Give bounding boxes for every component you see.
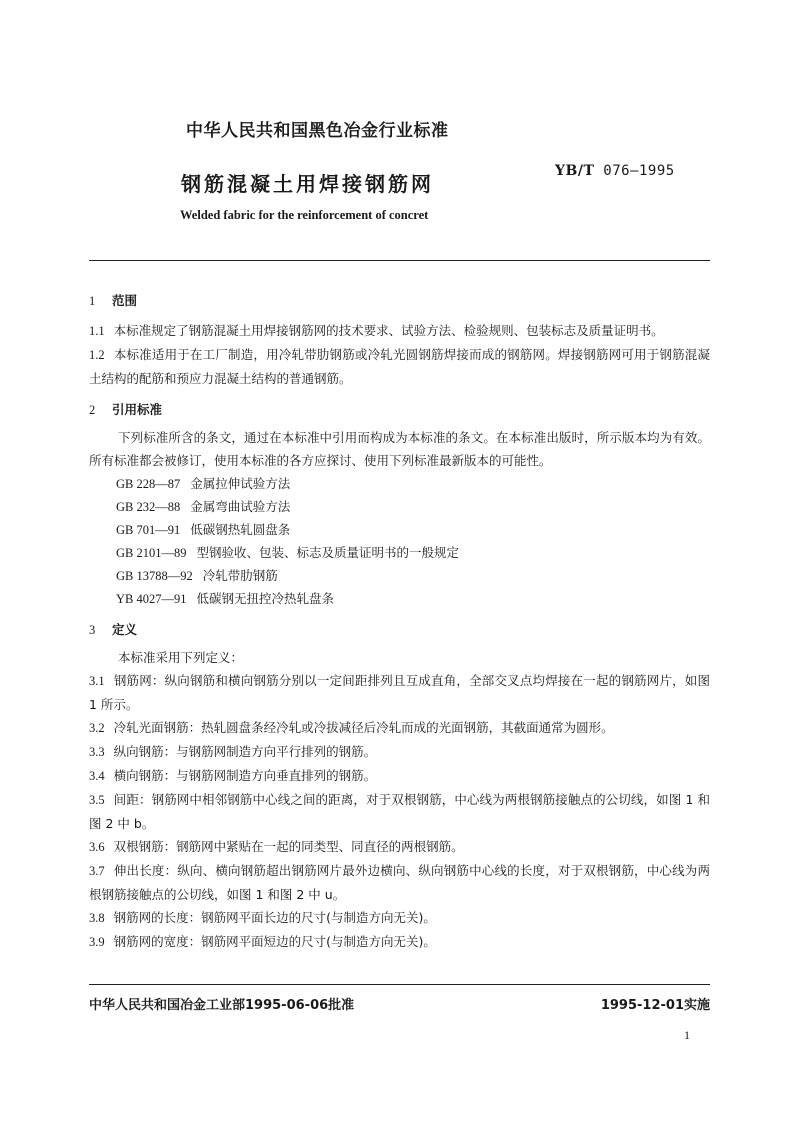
section-heading-2: 2 引用标准 xyxy=(89,402,163,417)
reference-item: GB 701—91 低碳钢热轧圆盘条 xyxy=(116,522,291,537)
clause-1-2: 1.2 本标准适用于在工厂制造，用冷轧带肋钢筋或冷轧光圆钢筋焊接而成的钢筋网。焊接钢筋网可用于钢筋混凝土结构的配筋和预应力混凝土结构的普通钢筋。 xyxy=(89,347,710,386)
definition-3-4: 3.4 横向钢筋：与钢筋网制造方向垂直排列的钢筋。 xyxy=(89,768,377,783)
standard-code xyxy=(555,163,675,179)
definition-3-2: 3.2 冷轧光面钢筋：热轧圆盘条经冷轧或冷拔减径后冷轧而成的光面钢筋，其截面通常为圆形。 xyxy=(89,720,614,735)
definition-3-3: 3.3 纵向钢筋：与钢筋网制造方向平行排列的钢筋。 xyxy=(89,744,377,759)
definition-3-9: 3.9 钢筋网的宽度：钢筋网平面短边的尺寸(与制造方向无关)。 xyxy=(89,934,436,949)
footer-divider xyxy=(89,984,710,985)
reference-item: GB 2101—89 型钢验收、包装、标志及质量证明书的一般规定 xyxy=(116,545,460,560)
reference-item: YB 4027—91 低碳钢无扭控冷热轧盘条 xyxy=(116,591,335,606)
definition-3-6: 3.6 双根钢筋：钢筋网中紧贴在一起的同类型、同直径的两根钢筋。 xyxy=(89,839,464,854)
approval-statement: 中华人民共和国冶金工业部1995-06-06批准 xyxy=(89,998,355,1013)
issuing-organization-title: 中华人民共和国黑色冶金行业标准 xyxy=(186,121,449,141)
standard-code-number: 076—1995 xyxy=(594,163,675,179)
definitions-intro: 本标准采用下列定义： xyxy=(118,650,244,665)
reference-item: GB 228—87 金属拉伸试验方法 xyxy=(116,476,291,491)
effective-date: 1995-12-01实施 xyxy=(600,998,710,1013)
document-title: 钢筋混凝土用焊接钢筋网 xyxy=(181,172,434,196)
standard-code-prefix: YB/T xyxy=(555,163,595,179)
definition-3-8: 3.8 钢筋网的长度：钢筋网平面长边的尺寸(与制造方向无关)。 xyxy=(89,910,436,925)
references-intro: 下列标准所含的条文，通过在本标准中引用而构成为本标准的条文。在本标准出版时，所示版本均为有效。所有标准都会被修订，使用本标准的各方应探讨、使用下列标准最新版本的可能性。 xyxy=(89,430,710,468)
reference-item: GB 232—88 金属弯曲试验方法 xyxy=(116,499,291,514)
document-body xyxy=(89,289,710,954)
section-heading-3: 3 定义 xyxy=(89,622,138,637)
reference-item: GB 13788—92 冷轧带肋钢筋 xyxy=(116,568,278,583)
clause-1-1: 1.1 本标准规定了钢筋混凝土用焊接钢筋网的技术要求、试验方法、检验规则、包装标志及质量证明书。 xyxy=(89,323,664,338)
english-title: Welded fabric for the reinforcement of concret xyxy=(180,208,429,222)
definition-3-7: 3.7 伸出长度：纵向、横向钢筋超出钢筋网片最外边横向、纵向钢筋中心线的长度，对于双根钢筋，中心线为两根钢筋接触点的公切线，如图 1 和图 2 中 u。 xyxy=(89,863,710,902)
page-number: 1 xyxy=(684,1028,690,1042)
header-divider xyxy=(89,260,710,261)
definition-3-5: 3.5 间距：钢筋网中相邻钢筋中心线之间的距离，对于双根钢筋，中心线为两根钢筋接触点的公切线，如图 1 和图 2 中 b。 xyxy=(89,792,710,831)
definition-3-1: 3.1 钢筋网：纵向钢筋和横向钢筋分别以一定间距排列且互成直角，全部交叉点均焊接在一起的钢筋网片，如图 1 所示。 xyxy=(89,673,710,712)
section-heading-1: 1 范围 xyxy=(89,293,138,308)
